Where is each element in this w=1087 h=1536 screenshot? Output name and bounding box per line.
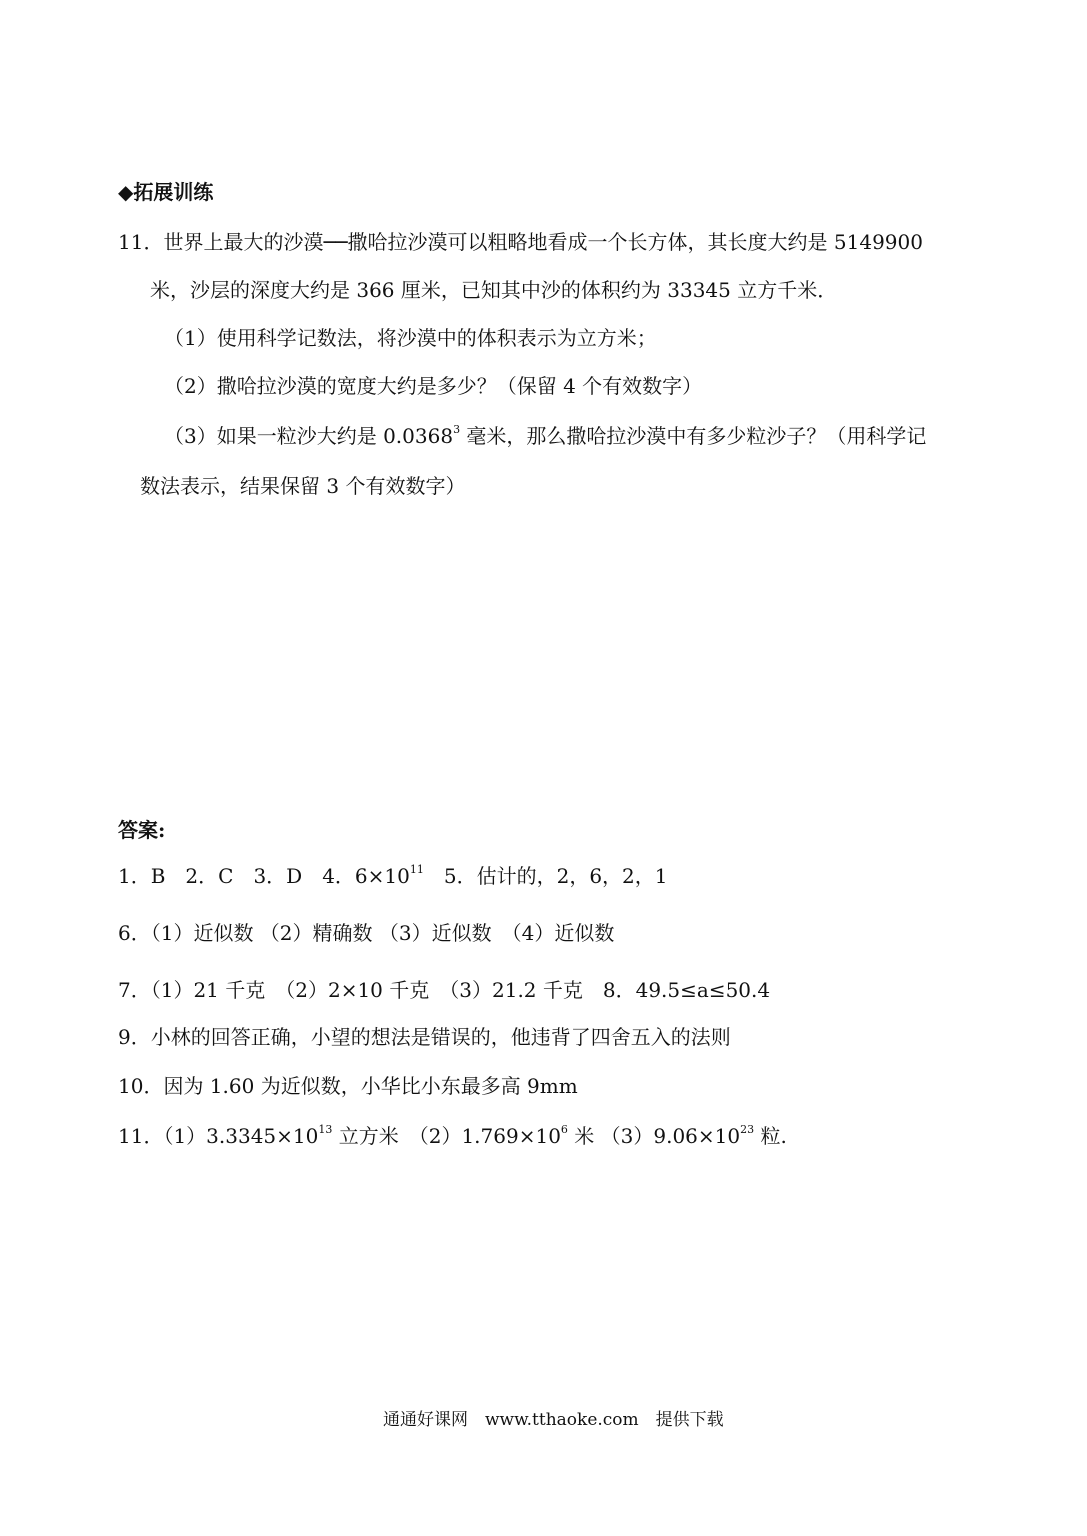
exponent: 23 <box>740 1123 755 1137</box>
answer-text: 11．（1）3.3345×10 <box>118 1124 319 1148</box>
exponent: 6 <box>560 1123 568 1137</box>
answer-text-cont: 立方米 （2）1.769×10 <box>332 1124 561 1148</box>
section-title: 拓展训练 <box>133 180 214 204</box>
problem-11-line-2: 米，沙层的深度大约是 366 厘米，已知其中沙的体积约为 33345 立方千米． <box>150 278 838 302</box>
question-1: （1）使用科学记数法，将沙漠中的体积表示为立方米； <box>164 326 657 350</box>
answer-6 <box>118 921 614 945</box>
answer-text-cont: 粒. <box>754 1124 787 1148</box>
answer-text-cont: 5．估计的，2，6，2，1 <box>423 864 668 888</box>
answer-9: 9．小林的回答正确，小望的想法是错误的，他违背了四舍五入的法则 <box>118 1025 731 1049</box>
question-3 <box>164 424 926 448</box>
question-2: （2）撒哈拉沙漠的宽度大约是多少？（保留 4 个有效数字） <box>164 374 703 398</box>
answer-text: 1．B 2．C 3．D 4．6×10 <box>118 864 410 888</box>
question-3-line-2: 数法表示，结果保留 3 个有效数字） <box>140 474 466 498</box>
problem-11-line-1 <box>118 230 923 254</box>
section-heading <box>118 180 213 204</box>
footer-credit: 通通好课网 www.tthaoke.com 提供下载 <box>383 1410 724 1430</box>
answer-text: 6．（1）近似数 （2）精确数 （3） <box>118 921 432 945</box>
diamond-icon: ◆ <box>118 180 134 204</box>
answer-11 <box>118 1124 787 1148</box>
question-3-text: （3）如果一粒沙大约是 0.0368 <box>164 424 454 448</box>
answer-text-cont: 近似数 （4）近似数 <box>431 921 615 945</box>
exponent: 3 <box>453 423 461 437</box>
answer-1-5 <box>118 864 668 888</box>
answers-heading: 答案: <box>118 818 166 842</box>
exponent: 13 <box>318 1123 333 1137</box>
problem-text: 世界上最大的沙漠──撒哈拉沙漠可以粗略地看成一个长方体，其长度大约是 5149900 <box>163 230 923 254</box>
answer-10: 10．因为 1.60 为近似数，小华比小东最多高 9mm <box>118 1074 578 1098</box>
problem-number: 11． <box>118 230 164 254</box>
answer-text-cont: 米 （3）9.06×10 <box>567 1124 741 1148</box>
exponent: 11 <box>409 863 424 877</box>
answer-7-8: 7．（1）21 千克 （2）2×10 千克 （3）21.2 千克 8．49.5≤a≤50.4 <box>118 978 771 1002</box>
question-3-text-cont: 毫米，那么撒哈拉沙漠中有多少粒沙子？（用科学记 <box>460 424 927 448</box>
